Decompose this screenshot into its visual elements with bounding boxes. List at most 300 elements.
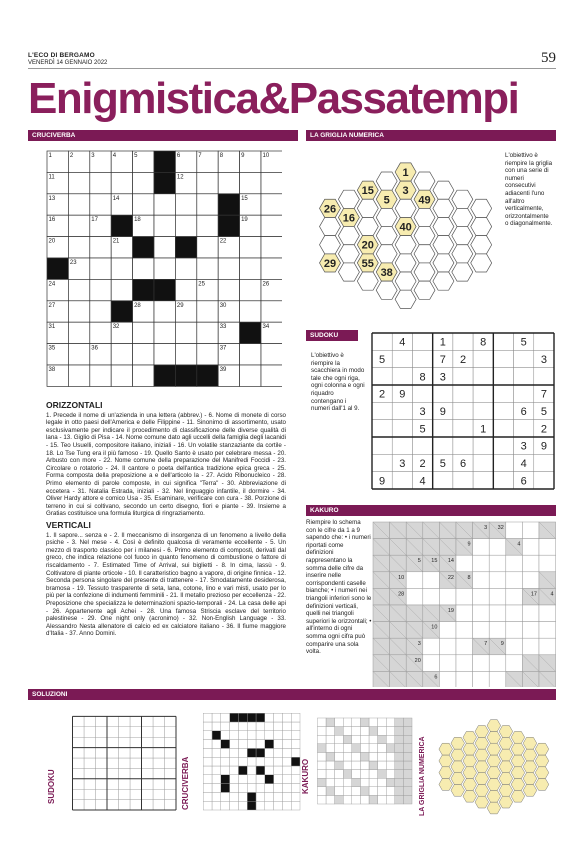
solution-sudoku-cell <box>84 727 96 737</box>
crossword-cell <box>197 258 218 279</box>
solution-sudoku-cell <box>153 768 165 778</box>
solution-kakuro-cell <box>386 752 395 761</box>
solution-crossword-cell <box>221 784 230 793</box>
kakuro-cell <box>439 671 456 687</box>
solution-crossword-cell <box>247 801 256 810</box>
sudoku-given: 9 <box>399 388 406 401</box>
kakuro-clue: 3 <box>417 641 421 648</box>
solution-kakuro-cell <box>395 795 404 804</box>
solution-sudoku-cell <box>130 737 142 747</box>
crossword-cell-number: 37 <box>219 345 227 352</box>
crossword-cell-number: 18 <box>134 217 141 224</box>
solution-kakuro-cell <box>317 787 326 796</box>
solution-crossword-cell <box>238 731 247 740</box>
solution-crossword-cell <box>265 731 274 740</box>
hex-cell <box>471 254 492 272</box>
hex-cell-number: 55 <box>361 257 374 270</box>
solution-crossword-cell <box>212 757 221 766</box>
across-clues <box>46 402 286 518</box>
crossword-cell <box>261 301 282 322</box>
sudoku-cell <box>433 437 453 454</box>
solution-kakuro-cell <box>386 744 395 753</box>
solution-crossword-cell <box>265 801 274 810</box>
solution-kakuro-cell <box>360 761 369 770</box>
solution-sudoku-cell <box>119 800 131 810</box>
hex-cell <box>452 208 473 226</box>
kakuro-clue: 9 <box>500 641 504 648</box>
crossword-cell <box>133 344 154 365</box>
solution-sudoku-cell <box>130 727 142 737</box>
solution-kakuro-cell <box>378 795 387 804</box>
solution-kakuro-cell <box>386 787 395 796</box>
solution-kakuro-cell <box>369 795 378 804</box>
solution-hex-cell <box>463 755 477 767</box>
solution-crossword-cell <box>274 775 283 784</box>
solution-crossword-cell <box>274 740 283 749</box>
solution-kakuro-grid <box>317 718 412 804</box>
crossword-cell-number: 16 <box>48 217 56 224</box>
solution-hex-cell <box>451 784 465 796</box>
sudoku-given: 2 <box>459 354 467 366</box>
solution-hex-cell <box>511 790 525 802</box>
solution-crossword-cell <box>282 775 291 784</box>
solution-crossword-cell <box>265 766 274 775</box>
solution-kakuro-cell <box>378 718 387 727</box>
solution-sudoku-cell <box>142 768 154 778</box>
crossword-cell <box>154 194 175 215</box>
solution-hex-cell <box>475 749 489 761</box>
solution-hex-grid <box>439 720 549 814</box>
solution-crossword-cell <box>221 757 230 766</box>
solution-crossword-cell <box>282 801 291 810</box>
solution-crossword-cell <box>265 713 274 722</box>
solution-crossword-cell <box>212 792 221 801</box>
solution-crossword-cell <box>274 757 283 766</box>
crossword-cell-number: 12 <box>176 174 184 181</box>
solution-kakuro-cell <box>326 770 335 779</box>
solution-sudoku-cell <box>107 727 119 737</box>
kakuro-cell <box>456 638 473 655</box>
sudoku-cell <box>534 454 554 471</box>
solution-sudoku-cell <box>142 727 154 737</box>
crossword-cell-number: 3 <box>91 153 95 159</box>
crossword-cell <box>90 322 111 343</box>
kakuro-cell <box>539 638 556 655</box>
hex-cell <box>338 245 359 263</box>
crossword-cell-number: 13 <box>48 195 56 202</box>
solution-hex-cell <box>487 743 501 755</box>
solution-kakuro-cell <box>360 718 369 727</box>
hex-cell <box>376 281 397 299</box>
solution-sudoku-cell <box>165 716 177 726</box>
solution-crossword-cell <box>256 784 265 793</box>
issue-date: VENERDÌ 14 GENNAIO 2022 <box>28 60 108 66</box>
solution-sudoku-cell <box>73 727 85 737</box>
solution-kakuro-cell <box>395 718 404 727</box>
solution-sudoku-cell <box>153 758 165 768</box>
crossword-cell <box>261 365 282 386</box>
solution-kakuro-cell <box>403 778 412 787</box>
crossword-cell <box>133 258 154 279</box>
crossword-cell <box>175 258 196 279</box>
solution-label-griglia <box>414 708 428 820</box>
solution-kakuro-cell <box>386 761 395 770</box>
solution-sudoku-cell <box>96 737 108 747</box>
crossword-cell-number: 31 <box>48 324 56 331</box>
solution-crossword-cell <box>265 792 274 801</box>
crossword-cell <box>175 279 196 300</box>
solution-crossword-cell <box>265 748 274 757</box>
solution-crossword-cell <box>212 731 221 740</box>
crossword-cell <box>175 215 196 236</box>
hex-cell <box>433 217 454 235</box>
page-title: Enigmistica&Passatempi <box>28 74 519 123</box>
sudoku-given: 4 <box>520 458 527 470</box>
solution-hex-cell <box>535 743 549 755</box>
hex-cell-number: 49 <box>418 194 431 207</box>
solution-sudoku-cell <box>153 779 165 789</box>
section-bar-sudoku: SUDOKU <box>306 330 358 341</box>
solution-kakuro-cell <box>326 752 335 761</box>
solution-hex-cell <box>535 767 549 779</box>
across-heading: ORIZZONTALI <box>46 400 103 410</box>
crossword-cell <box>133 194 154 215</box>
solution-crossword-cell <box>221 801 230 810</box>
solution-crossword-cell <box>238 766 247 775</box>
solution-sudoku-cell <box>73 737 85 747</box>
sudoku-cell <box>473 402 493 419</box>
kakuro-clue: 7 <box>484 641 488 648</box>
solution-crossword-cell <box>230 748 239 757</box>
solution-hex-cell <box>487 720 501 732</box>
solution-sudoku-cell <box>130 758 142 768</box>
crossword-cell-number: 2 <box>69 153 74 159</box>
solution-crossword-cell <box>230 766 239 775</box>
solution-kakuro-cell <box>360 727 369 736</box>
solution-kakuro-cell <box>395 735 404 744</box>
solution-crossword-cell <box>230 775 239 784</box>
sudoku-cell <box>493 454 513 471</box>
solution-kakuro-cell <box>326 735 335 744</box>
crossword-cell <box>90 279 111 300</box>
solution-sudoku-cell <box>142 779 154 789</box>
solution-kakuro-cell <box>326 778 335 787</box>
solution-kakuro-cell <box>386 795 395 804</box>
solution-hex-cell <box>523 749 537 761</box>
solution-sudoku-grid <box>73 716 177 810</box>
solution-hex-cell <box>439 779 453 791</box>
solution-kakuro-cell <box>360 744 369 753</box>
crossword-cell <box>240 237 261 258</box>
solution-kakuro-cell <box>317 761 326 770</box>
crossword-cell <box>111 344 132 365</box>
crossword-cell <box>175 194 196 215</box>
kakuro-cell <box>506 605 523 622</box>
sudoku-cell <box>392 350 412 367</box>
crossword-cell-number: 23 <box>69 260 77 266</box>
crossword-cell <box>240 279 261 300</box>
solution-hex-cell <box>487 802 501 814</box>
sudoku-cell <box>534 333 554 350</box>
solution-kakuro-cell <box>335 778 344 787</box>
crossword-cell <box>111 301 132 322</box>
sudoku-cell <box>372 368 392 385</box>
solution-crossword-cell <box>238 775 247 784</box>
solution-sudoku-cell <box>165 737 177 747</box>
crossword-cell <box>154 365 175 386</box>
solution-crossword-cell <box>282 740 291 749</box>
solution-sudoku <box>68 712 178 812</box>
solution-crossword-cell <box>230 722 239 731</box>
solution-kakuro-cell <box>403 795 412 804</box>
sudoku-given: 3 <box>439 371 446 384</box>
crossword-cell-number: 21 <box>112 238 120 245</box>
sudoku-cell <box>493 385 513 402</box>
crossword-cell-number: 35 <box>48 345 56 352</box>
crossword-cell-number: 30 <box>219 302 227 309</box>
solution-crossword-cell <box>221 722 230 731</box>
crossword-cell-number: 26 <box>262 281 270 288</box>
solution-kakuro-cell <box>352 744 361 753</box>
kakuro-clue: 4 <box>550 591 554 598</box>
solution-kakuro-cell <box>386 770 395 779</box>
solution-kakuro-cell <box>326 787 335 796</box>
solution-crossword-cell <box>238 757 247 766</box>
sudoku-given: 9 <box>439 406 446 418</box>
hex-cell <box>338 190 359 208</box>
crossword-cell-number: 6 <box>176 153 181 159</box>
hex-cell <box>376 245 397 263</box>
solution-crossword-cell <box>247 766 256 775</box>
solution-crossword-cell <box>247 784 256 793</box>
crossword-cell <box>175 237 196 258</box>
sudoku-given: 9 <box>540 440 547 453</box>
kakuro-cell <box>423 572 440 589</box>
solution-kakuro-cell <box>326 727 335 736</box>
sudoku-given: 8 <box>480 336 487 349</box>
solution-hex-cell <box>439 743 453 755</box>
solution-label-kakuro-text: KAKURO <box>301 758 310 794</box>
kakuro-clue: 17 <box>530 591 537 598</box>
solution-kakuro-cell <box>386 735 395 744</box>
sudoku-cell <box>392 420 412 437</box>
solution-kakuro-cell <box>352 761 361 770</box>
crossword-cell-number: 39 <box>219 367 227 373</box>
sudoku-cell <box>453 333 473 350</box>
solution-crossword-cell <box>247 792 256 801</box>
sudoku-cell <box>514 385 534 402</box>
sudoku-cell <box>453 368 473 385</box>
hex-cell <box>376 208 397 226</box>
kakuro-cell <box>506 522 523 539</box>
crossword-cell <box>111 215 132 236</box>
solution-crossword-cell <box>256 740 265 749</box>
solution-crossword-cell <box>238 713 247 722</box>
solution-hex-cell <box>439 767 453 779</box>
solution-crossword-cell <box>274 731 283 740</box>
solution-kakuro-cell <box>326 744 335 753</box>
solution-kakuro-cell <box>343 718 352 727</box>
solution-sudoku-cell <box>119 748 131 758</box>
solution-crossword-cell <box>203 740 212 749</box>
solution-crossword-cell <box>274 748 283 757</box>
kakuro-clue: 22 <box>447 574 454 581</box>
solution-kakuro-cell <box>369 735 378 744</box>
solution-kakuro-cell <box>395 744 404 753</box>
solution-sudoku-cell <box>73 768 85 778</box>
solution-crossword-cell <box>256 713 265 722</box>
solution-hex-cell <box>475 773 489 785</box>
solution-crossword-cell <box>221 713 230 722</box>
solution-sudoku-cell <box>107 768 119 778</box>
crossword-cell <box>261 194 282 215</box>
solution-sudoku-cell <box>142 716 154 726</box>
crossword-cell <box>261 258 282 279</box>
solution-kakuro-cell <box>395 778 404 787</box>
kakuro-cell <box>423 655 440 672</box>
solution-sudoku-cell <box>130 716 142 726</box>
solution-label-griglia-text: LA GRIGLIA NUMERICA <box>419 736 426 816</box>
sudoku-cell <box>493 333 513 350</box>
solution-hex-cell <box>487 779 501 791</box>
crossword-cell-number: 22 <box>219 238 227 245</box>
hex-cell-number: 38 <box>380 267 393 280</box>
hex-cell <box>414 227 435 245</box>
sudoku-cell <box>433 420 453 437</box>
down-text: 1. Il sapore... senza e - 2. Il meccanismo di insorgenza di un fenomeno a livello della psiche - 3. Nel mese - 4. Così è definito qualcosa di veramente eccellente - 5. Un mezzo di trasporto classico per i milanesi - 6. Primo elemento di composti, derivati dal greco, che indica relazione col fuoco in quanto fenomeno di combustione o fattore di riscaldamento - 7. Estimated Time of Arrival, sui biglietti - 8. In cima, lassù - 9. Coltivatore di piante orticole - 10. Il caratteristico bagno a vapore, di origine finnica - 12. Seconda persona singolare del presente di trattenere - 17. Smodatamente desiderosa, bramosa - 19. Tessuto trasparente di seta, lana, cotone, lino e vari misti, usato per lo più per la confezione di indumenti femminili - 21. Il metallo prezioso per eccellenza - 22. Preposizione che specializza le determinazioni spazio-temporali - 24. La casa delle api - 26. Appartenente agli Achei - 28. Una famosa Striscia esclave del territorio palestinese - 29. One night only (acronimo) - 32. Non-English Language - 33. Alessandro Nesta allenatore di calcio ed ex calciatore italiano - 36. Il fiume maggiore d'Italia - 37. Anno Domini. <box>46 531 286 638</box>
solution-hex-cell <box>475 726 489 738</box>
kakuro-clue: 15 <box>431 558 438 565</box>
section-bar-soluzioni: SOLUZIONI <box>28 689 556 700</box>
solution-kakuro-cell <box>403 735 412 744</box>
solution-label-sudoku <box>44 714 58 814</box>
hex-cell <box>395 272 416 290</box>
solution-hex-cell <box>523 737 537 749</box>
solution-sudoku-cell <box>73 748 85 758</box>
sudoku-given: 3 <box>399 458 406 470</box>
solution-hex-cell <box>451 737 465 749</box>
hex-cell-number: 26 <box>323 203 337 216</box>
solution-kakuro-cell <box>343 778 352 787</box>
crossword-cell <box>240 301 261 322</box>
solution-kakuro-cell <box>378 761 387 770</box>
solution-sudoku-cell <box>165 768 177 778</box>
kakuro-grid <box>372 521 556 687</box>
crossword-cell <box>154 344 175 365</box>
hex-cell <box>414 245 435 263</box>
crossword-cell-number: 38 <box>48 367 56 373</box>
sudoku-given: 4 <box>399 336 406 349</box>
kakuro-clue: 6 <box>434 674 438 681</box>
kakuro-cell <box>489 588 506 605</box>
solution-kakuro-cell <box>360 752 369 761</box>
kakuro-cell <box>506 572 523 589</box>
crossword-cell <box>154 301 175 322</box>
solution-crossword <box>194 712 304 812</box>
solution-sudoku-cell <box>84 779 96 789</box>
solution-crossword-cell <box>247 775 256 784</box>
solution-crossword-cell <box>282 731 291 740</box>
kakuro-cell <box>506 638 523 655</box>
solution-sudoku-cell <box>165 779 177 789</box>
solution-hex-cell <box>487 790 501 802</box>
solution-hex-cell <box>511 731 525 743</box>
solution-label-cruciverba <box>178 714 192 814</box>
solution-crossword-cell <box>265 740 274 749</box>
solution-kakuro-cell <box>343 727 352 736</box>
kakuro-clue: 20 <box>414 657 421 664</box>
solution-sudoku-cell <box>96 727 108 737</box>
hex-cell <box>414 172 435 190</box>
kakuro-cell <box>406 572 423 589</box>
solution-crossword-cell <box>256 801 265 810</box>
kakuro-cell <box>473 539 490 556</box>
solution-kakuro-cell <box>369 770 378 779</box>
solution-kakuro-cell <box>403 744 412 753</box>
solution-crossword-cell <box>203 757 212 766</box>
crossword-cell <box>261 172 282 193</box>
kakuro-cell <box>406 588 423 605</box>
solution-kakuro-cell <box>369 752 378 761</box>
solution-kakuro-cell <box>352 727 361 736</box>
solution-sudoku-cell <box>119 789 131 799</box>
solution-kakuro-cell <box>352 770 361 779</box>
solution-label-cruciverba-text: CRUCIVERBA <box>181 756 190 810</box>
hex-number-grid <box>316 160 492 320</box>
solution-kakuro-cell <box>395 727 404 736</box>
solution-sudoku-cell <box>119 737 131 747</box>
solution-sudoku-cell <box>96 748 108 758</box>
hex-cell <box>376 172 397 190</box>
crossword-cell-number: 20 <box>48 238 56 245</box>
solution-kakuro-cell <box>360 778 369 787</box>
hex-cell-number: 40 <box>399 221 412 234</box>
sudoku-given: 3 <box>419 406 426 418</box>
kakuro-cell <box>506 622 523 639</box>
solution-kakuro-cell <box>369 744 378 753</box>
solution-hex-cell <box>487 767 501 779</box>
kakuro-clue: 19 <box>447 608 454 614</box>
sudoku-cell <box>514 420 534 437</box>
solution-sudoku-cell <box>84 768 96 778</box>
sudoku-given: 5 <box>540 406 547 418</box>
solution-kakuro-cell <box>369 778 378 787</box>
solution-sudoku-cell <box>130 789 142 799</box>
kakuro-clue: 5 <box>417 558 421 565</box>
solution-crossword-cell <box>230 757 239 766</box>
hex-cell <box>433 181 454 199</box>
solution-sudoku-cell <box>73 779 85 789</box>
crossword-cell-number: 14 <box>112 195 120 202</box>
sudoku-given: 6 <box>459 458 467 470</box>
sudoku-cell <box>453 472 473 489</box>
solution-sudoku-cell <box>165 800 177 810</box>
crossword-cell <box>68 279 89 300</box>
crossword-cell <box>218 194 239 215</box>
sudoku-given: 8 <box>419 371 426 384</box>
kakuro-description: Riempire lo schema con le cifre da 1 a 9 sapendo che: • i numeri riportati come definizioni rappresentano la somma delle cifre da inserire nelle corrispondenti caselle bianche; • i numeri nei triangoli inferiori sono le definizioni verticali, quelli nei triangoli superiori le orizzontali; • all'interno di ogni somma ogni cifra può comparire una sola volta. <box>306 519 372 656</box>
kakuro-cell <box>456 588 473 605</box>
solution-kakuro-cell <box>343 787 352 796</box>
solution-crossword-cell <box>282 792 291 801</box>
solution-kakuro-cell <box>343 770 352 779</box>
crossword-cell-number: 28 <box>134 302 141 309</box>
solution-crossword-cell <box>256 748 265 757</box>
crossword-cell-number: 27 <box>48 302 56 309</box>
crossword-cell <box>240 344 261 365</box>
solution-hex-cell <box>499 784 513 796</box>
solution-sudoku-cell <box>84 800 96 810</box>
